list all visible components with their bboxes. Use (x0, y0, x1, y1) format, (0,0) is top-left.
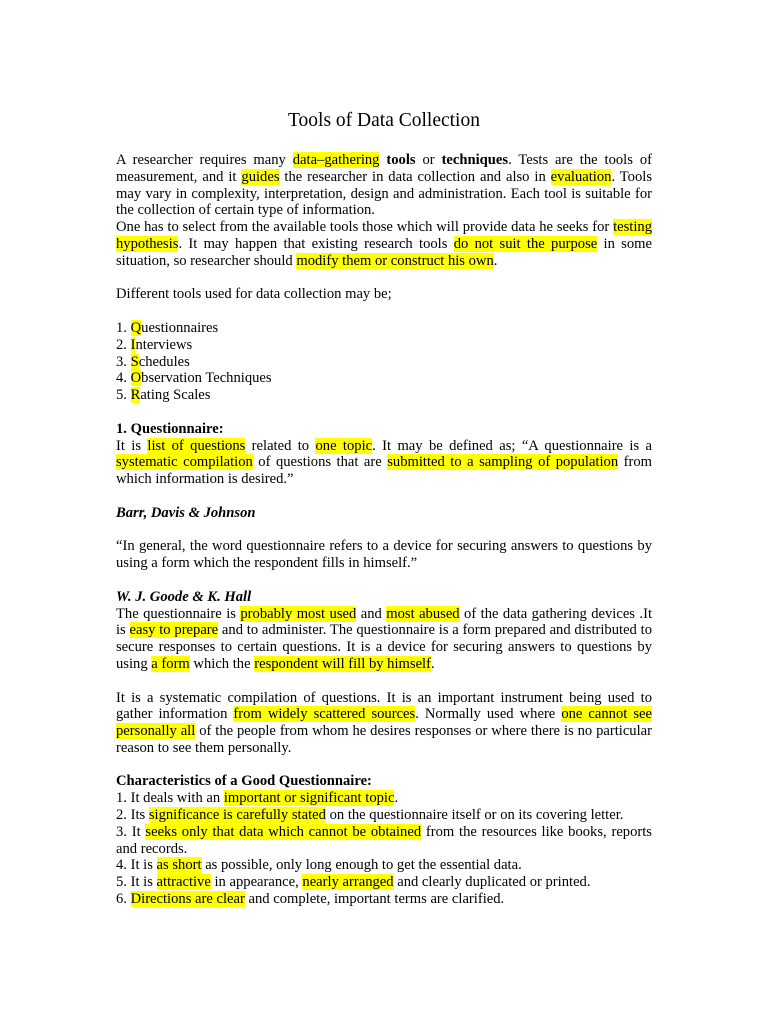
highlight: guides (241, 168, 280, 185)
item-text: ating Scales (140, 387, 211, 404)
paragraph-3 (116, 606, 652, 673)
item-number: 2. (116, 336, 131, 353)
highlight: significance is carefully stated (148, 807, 326, 824)
text: from the resources like books, reports and records. (116, 823, 652, 857)
paragraph-4 (116, 690, 652, 757)
text: 6. (116, 891, 131, 908)
document-page (116, 0, 652, 908)
characteristic-item (116, 857, 652, 874)
text: . (394, 790, 399, 807)
text: One has to select from the available tools those which will provide data he seeks for (116, 219, 614, 236)
highlight: list of questions (147, 437, 246, 454)
highlight: easy to prepare (129, 622, 219, 639)
questionnaire-heading: 1. Questionnaire: (116, 420, 224, 437)
tools-intro: Different tools used for data collection may be; (116, 286, 392, 303)
text: related to (245, 437, 316, 454)
item-number: 1. (116, 319, 131, 336)
list-item (116, 387, 652, 404)
characteristics-heading: Characteristics of a Good Questionnaire: (116, 773, 372, 790)
highlight: respondent will fill by himself (254, 655, 431, 672)
author-citation: Barr, Davis & Johnson (116, 504, 256, 521)
text: It is a systematic compilation of questions. It is an important instrument being used to gather information (116, 689, 652, 723)
highlight: do not suit the purpose (453, 235, 598, 252)
text: . It may happen that existing research tools (178, 235, 454, 252)
text: of questions that are (252, 454, 388, 471)
item-number: 5. (116, 387, 131, 404)
highlight: Q (130, 319, 142, 336)
highlight: testing hypothesis (116, 219, 652, 252)
highlight: nearly arranged (302, 874, 394, 891)
list-item (116, 320, 652, 337)
text: in appearance, (210, 874, 303, 891)
item-text: chedules (138, 353, 190, 370)
highlight: probably most used (240, 605, 357, 622)
text: . (430, 655, 435, 672)
text: on the questionnaire itself or on its covering letter. (325, 807, 624, 824)
bold-text: tools (386, 152, 416, 168)
intro-paragraph (116, 152, 652, 219)
highlight: a form (151, 655, 190, 672)
highlight: seeks only that data which cannot be obtained (145, 823, 422, 840)
highlight: most abused (386, 605, 460, 622)
highlight: evaluation (550, 168, 612, 185)
list-item (116, 370, 652, 387)
questionnaire-definition (116, 438, 652, 488)
item-text: nterviews (135, 336, 193, 353)
text: It is (116, 437, 148, 454)
text: of the data gathering devices .It is (116, 605, 652, 639)
text: or (415, 152, 442, 168)
text: as possible, only long enough to get the essential data. (201, 857, 522, 874)
text: and (356, 605, 387, 622)
highlight: one cannot see personally all (116, 706, 652, 740)
highlight: one topic (315, 437, 373, 454)
text: and to administer. The questionnaire is a form prepared and distributed to secure responses to certain questions. It is a device for securing answers to questions by using (116, 622, 652, 672)
text: 2. Its (116, 807, 149, 824)
highlight: S (130, 353, 139, 370)
characteristic-item (116, 807, 652, 824)
highlight: I (130, 336, 136, 353)
quote-paragraph: “In general, the word questionnaire refers to a device for securing answers to questions by using a form which the respondent fills in himself.” (116, 538, 652, 572)
bold-text: techniques (441, 152, 509, 168)
highlight: as short (156, 857, 202, 874)
text: . Tools may vary in complexity, interpretation, design and administration. Each tool is suitable for the collection of certain type of information. (116, 168, 652, 219)
text: which the (189, 655, 255, 672)
text: 5. It is (116, 874, 157, 891)
highlight: submitted to a sampling of population (387, 454, 619, 471)
text: 1. It deals with an (116, 790, 224, 807)
characteristic-item (116, 891, 652, 908)
item-number: 3. (116, 353, 131, 370)
text: and clearly duplicated or printed. (393, 874, 591, 891)
highlight: important or significant topic (223, 790, 395, 807)
characteristic-item (116, 874, 652, 891)
list-item (116, 354, 652, 371)
text: 4. It is (116, 857, 157, 874)
highlight: Directions are clear (130, 891, 245, 908)
text: from which information is desired.” (116, 454, 652, 488)
highlight: R (130, 387, 141, 404)
intro-paragraph-2 (116, 219, 652, 269)
item-text: bservation Techniques (141, 370, 272, 387)
text: A researcher requires many (116, 152, 293, 168)
text: the researcher in data collection and also in (279, 168, 551, 185)
list-item (116, 337, 652, 354)
item-text: uestionnaires (141, 319, 219, 336)
highlight: from widely scattered sources (233, 706, 416, 723)
tools-list (116, 320, 652, 404)
highlight: attractive (156, 874, 211, 891)
highlight: data–gathering (292, 152, 380, 168)
text: . Tests are the tools of measurement, and it (116, 152, 652, 185)
document-title: Tools of Data Collection (288, 110, 480, 131)
author-citation: W. J. Goode & K. Hall (116, 588, 252, 605)
text: . It may be defined as; “A questionnaire is a (372, 437, 652, 454)
characteristic-item (116, 824, 652, 858)
text: of the people from whom he desires responses or where there is no particular reason to see them personally. (116, 723, 652, 756)
text: in some situation, so researcher should (116, 235, 652, 269)
highlight: systematic compilation (116, 454, 253, 471)
item-number: 4. (116, 370, 131, 387)
text: 3. It (116, 823, 146, 840)
highlight: modify them or construct his own (296, 252, 494, 269)
text: . Normally used where (415, 706, 562, 723)
text: The questionnaire is (116, 605, 241, 622)
text: . (493, 252, 498, 269)
characteristic-item (116, 790, 652, 807)
text: and complete, important terms are clarified. (244, 891, 505, 908)
highlight: O (130, 370, 142, 387)
